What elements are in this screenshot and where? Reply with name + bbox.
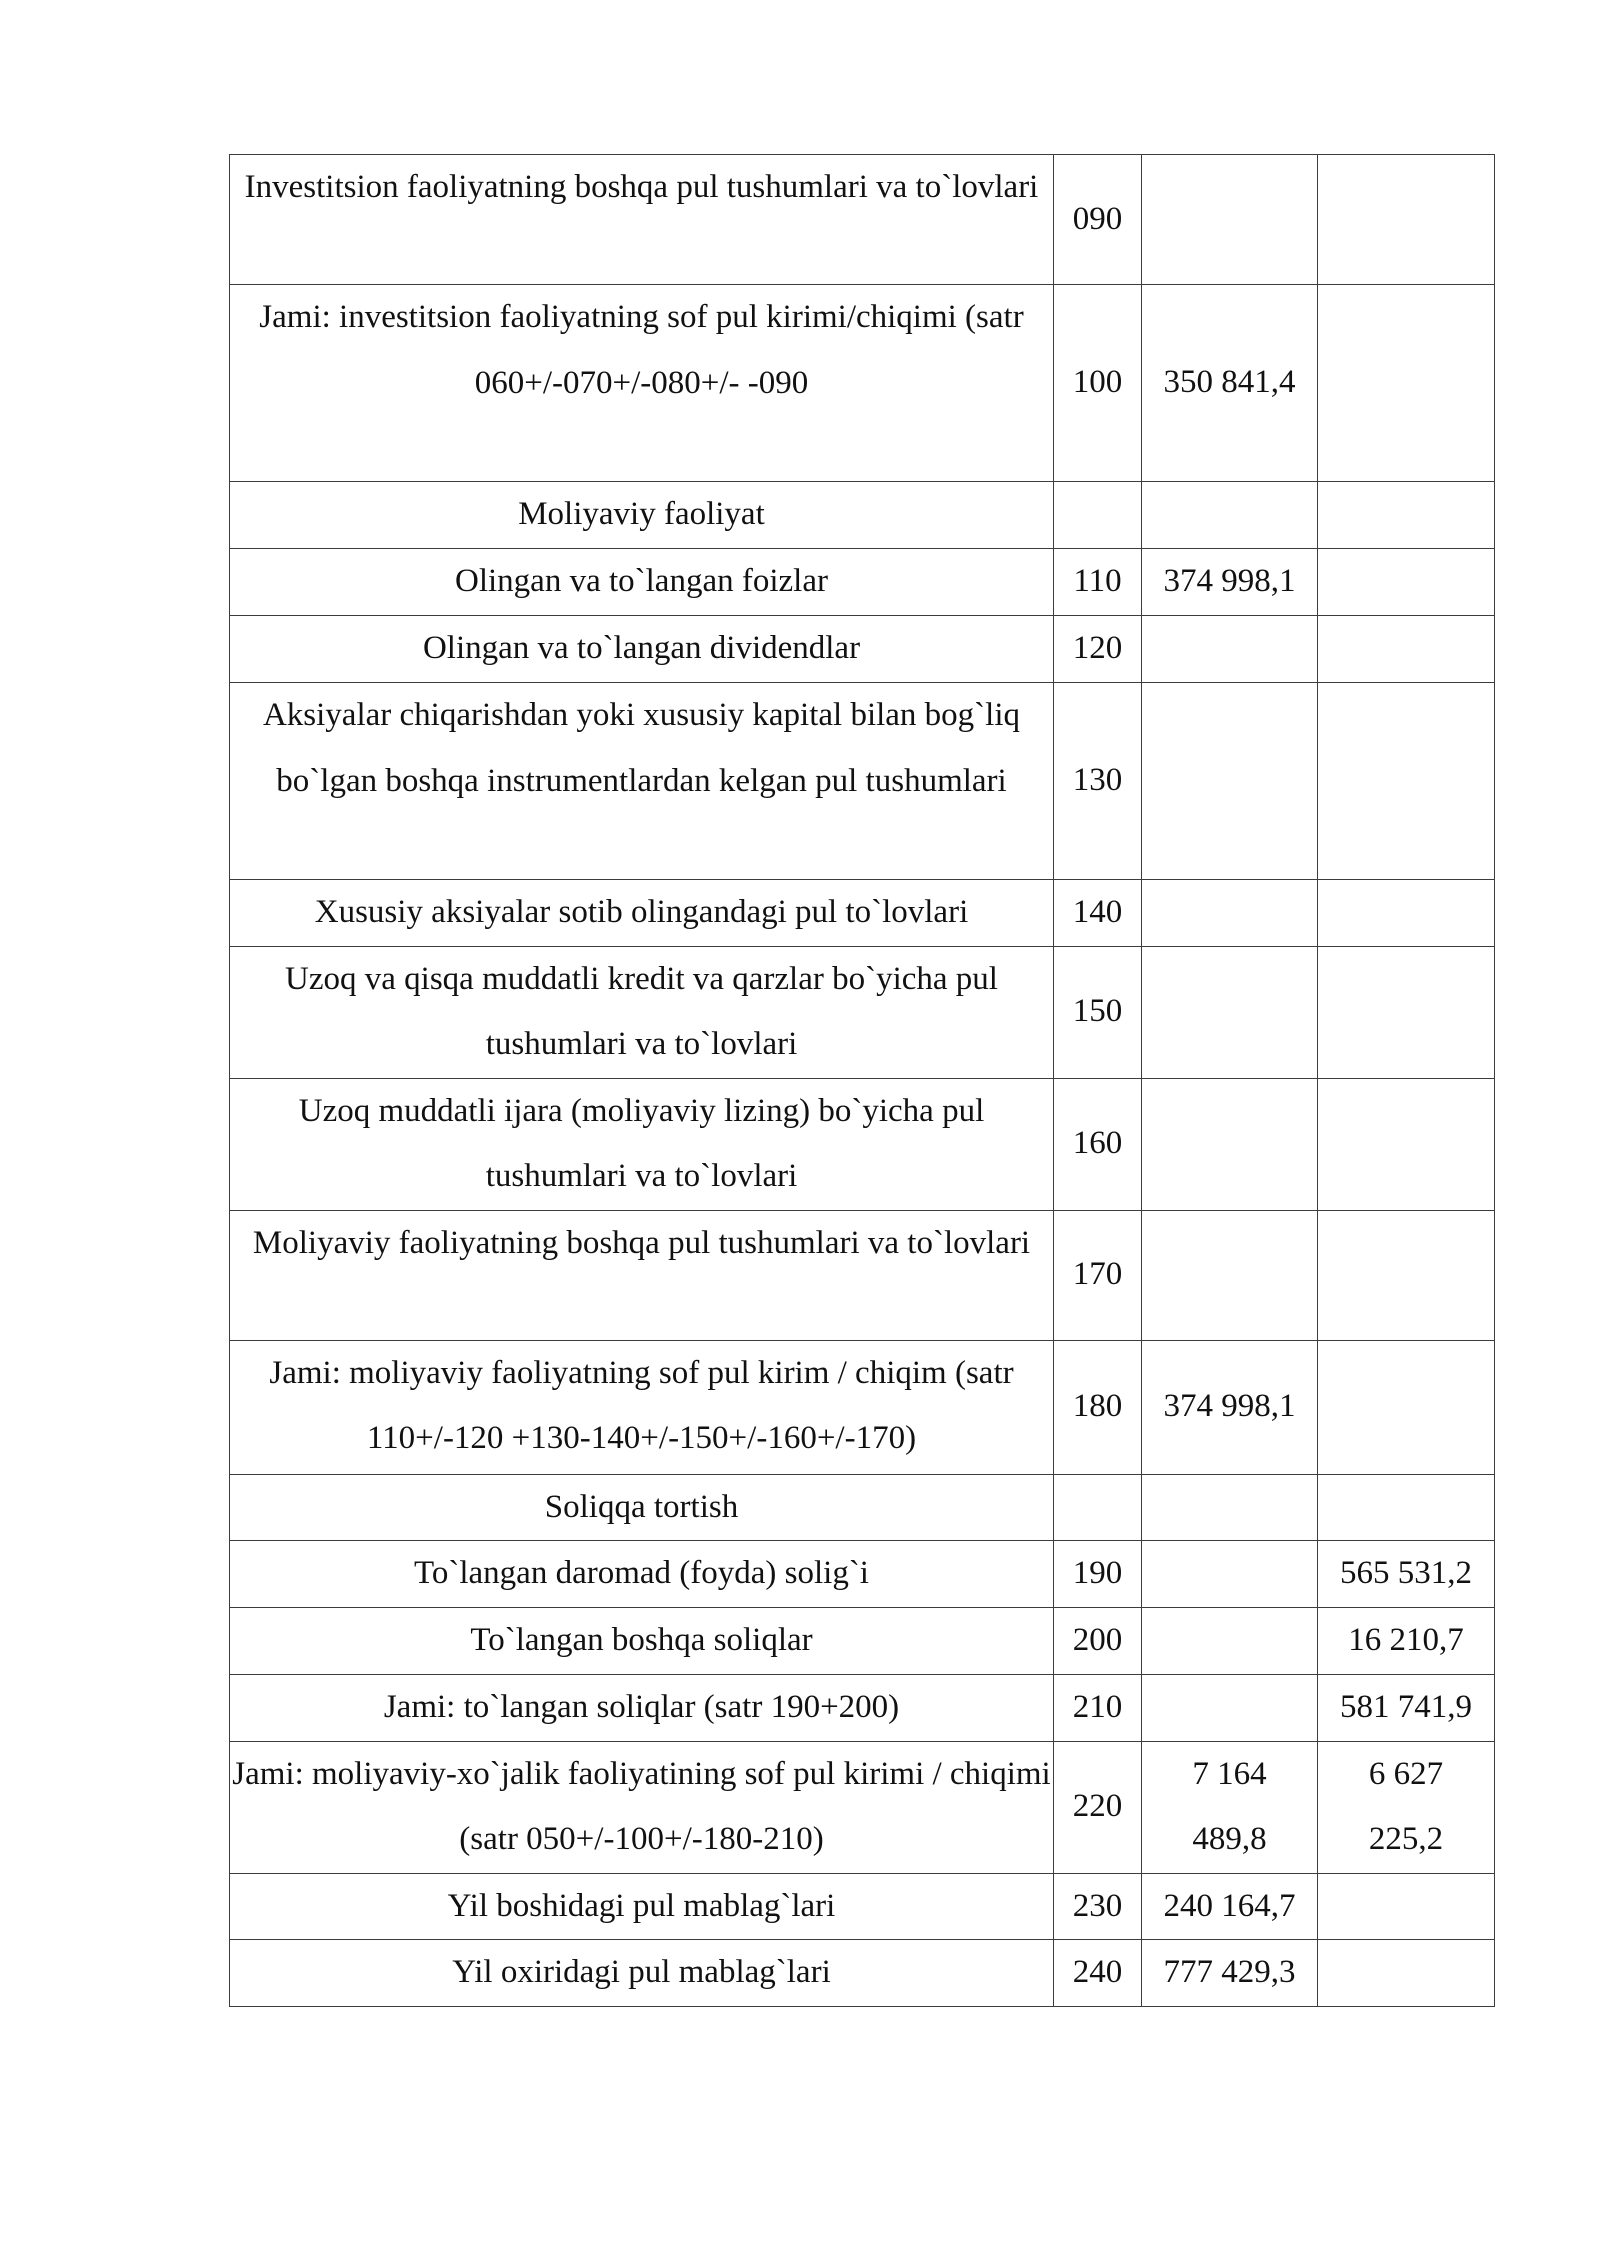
row-previous-period-cell [1318, 285, 1495, 482]
row-previous-period-cell [1318, 1210, 1495, 1340]
row-code-cell: 190 [1054, 1541, 1142, 1608]
row-code-cell: 140 [1054, 880, 1142, 947]
row-label-cell: Jami: investitsion faoliyatning sof pul kirimi/chiqimi (satr 060+/-070+/-080+/- -090 [230, 285, 1054, 482]
table-row [230, 1474, 1495, 1541]
row-label-cell: Soliqqa tortish [230, 1474, 1054, 1541]
row-label-cell: Moliyaviy faoliyat [230, 482, 1054, 549]
row-previous-period-cell: 565 531,2 [1318, 1541, 1495, 1608]
table-row [230, 616, 1495, 683]
row-current-period-cell [1142, 946, 1318, 1078]
table-row [230, 1674, 1495, 1741]
row-previous-period-cell [1318, 1873, 1495, 1940]
table-row [230, 155, 1495, 285]
row-label-cell: Olingan va to`langan foizlar [230, 549, 1054, 616]
row-current-period-cell [1142, 683, 1318, 880]
row-previous-period-cell [1318, 946, 1495, 1078]
row-label-cell: Xususiy aksiyalar sotib olingandagi pul to`lovlari [230, 880, 1054, 947]
row-current-period-cell [1142, 1474, 1318, 1541]
table-row [230, 285, 1495, 482]
row-current-period-cell: 350 841,4 [1142, 285, 1318, 482]
row-previous-period-cell [1318, 549, 1495, 616]
row-label-cell: Uzoq va qisqa muddatli kredit va qarzlar bo`yicha pul tushumlari va to`lovlari [230, 946, 1054, 1078]
row-label-cell: Uzoq muddatli ijara (moliyaviy lizing) bo`yicha pul tushumlari va to`lovlari [230, 1078, 1054, 1210]
row-code-cell: 120 [1054, 616, 1142, 683]
row-current-period-cell [1142, 1210, 1318, 1340]
row-code-cell: 100 [1054, 285, 1142, 482]
row-previous-period-cell [1318, 880, 1495, 947]
row-code-cell [1054, 482, 1142, 549]
table-row [230, 1340, 1495, 1474]
row-code-cell: 220 [1054, 1741, 1142, 1873]
row-current-period-cell [1142, 1674, 1318, 1741]
row-code-cell: 200 [1054, 1608, 1142, 1675]
row-label-cell: Olingan va to`langan dividendlar [230, 616, 1054, 683]
row-current-period-cell [1142, 880, 1318, 947]
row-previous-period-cell [1318, 683, 1495, 880]
row-code-cell: 170 [1054, 1210, 1142, 1340]
row-code-cell: 110 [1054, 549, 1142, 616]
row-previous-period-cell: 6 627 225,2 [1318, 1741, 1495, 1873]
row-previous-period-cell [1318, 1078, 1495, 1210]
row-label-cell: Jami: moliyaviy-xo`jalik faoliyatining sof pul kirimi / chiqimi (satr 050+/-100+/-180-210) [230, 1741, 1054, 1873]
row-previous-period-cell [1318, 1474, 1495, 1541]
row-current-period-cell [1142, 1541, 1318, 1608]
row-current-period-cell [1142, 155, 1318, 285]
row-label-cell: Aksiyalar chiqarishdan yoki xususiy kapital bilan bog`liq bo`lgan boshqa instrumentlardan kelgan pul tushumlari [230, 683, 1054, 880]
table-row [230, 1608, 1495, 1675]
table-row [230, 1741, 1495, 1873]
table-row [230, 1940, 1495, 2007]
row-label-cell: Jami: moliyaviy faoliyatning sof pul kirim / chiqim (satr 110+/-120 +130-140+/-150+/-160+/-170) [230, 1340, 1054, 1474]
row-current-period-cell: 777 429,3 [1142, 1940, 1318, 2007]
row-code-cell: 180 [1054, 1340, 1142, 1474]
row-code-cell: 230 [1054, 1873, 1142, 1940]
table-row [230, 1541, 1495, 1608]
row-current-period-cell [1142, 616, 1318, 683]
row-code-cell: 240 [1054, 1940, 1142, 2007]
row-code-cell: 130 [1054, 683, 1142, 880]
row-current-period-cell: 240 164,7 [1142, 1873, 1318, 1940]
table-row [230, 1078, 1495, 1210]
table-row [230, 946, 1495, 1078]
table-row [230, 1210, 1495, 1340]
row-previous-period-cell [1318, 155, 1495, 285]
table-row [230, 482, 1495, 549]
row-label-cell: Investitsion faoliyatning boshqa pul tushumlari va to`lovlari [230, 155, 1054, 285]
row-label-cell: Jami: to`langan soliqlar (satr 190+200) [230, 1674, 1054, 1741]
row-current-period-cell: 7 164 489,8 [1142, 1741, 1318, 1873]
row-current-period-cell [1142, 482, 1318, 549]
row-code-cell: 160 [1054, 1078, 1142, 1210]
table-row [230, 683, 1495, 880]
row-current-period-cell [1142, 1608, 1318, 1675]
row-current-period-cell: 374 998,1 [1142, 549, 1318, 616]
row-code-cell: 090 [1054, 155, 1142, 285]
row-current-period-cell [1142, 1078, 1318, 1210]
row-label-cell: Yil boshidagi pul mablag`lari [230, 1873, 1054, 1940]
row-previous-period-cell [1318, 616, 1495, 683]
table-row [230, 1873, 1495, 1940]
cash-flow-table [229, 154, 1495, 2007]
row-label-cell: Moliyaviy faoliyatning boshqa pul tushumlari va to`lovlari [230, 1210, 1054, 1340]
row-label-cell: To`langan daromad (foyda) solig`i [230, 1541, 1054, 1608]
row-previous-period-cell [1318, 1340, 1495, 1474]
row-previous-period-cell: 16 210,7 [1318, 1608, 1495, 1675]
row-code-cell: 210 [1054, 1674, 1142, 1741]
row-previous-period-cell [1318, 482, 1495, 549]
row-previous-period-cell [1318, 1940, 1495, 2007]
table-row [230, 549, 1495, 616]
row-code-cell: 150 [1054, 946, 1142, 1078]
row-label-cell: To`langan boshqa soliqlar [230, 1608, 1054, 1675]
table-body [230, 155, 1495, 2007]
table-row [230, 880, 1495, 947]
row-code-cell [1054, 1474, 1142, 1541]
row-label-cell: Yil oxiridagi pul mablag`lari [230, 1940, 1054, 2007]
row-current-period-cell: 374 998,1 [1142, 1340, 1318, 1474]
row-previous-period-cell: 581 741,9 [1318, 1674, 1495, 1741]
